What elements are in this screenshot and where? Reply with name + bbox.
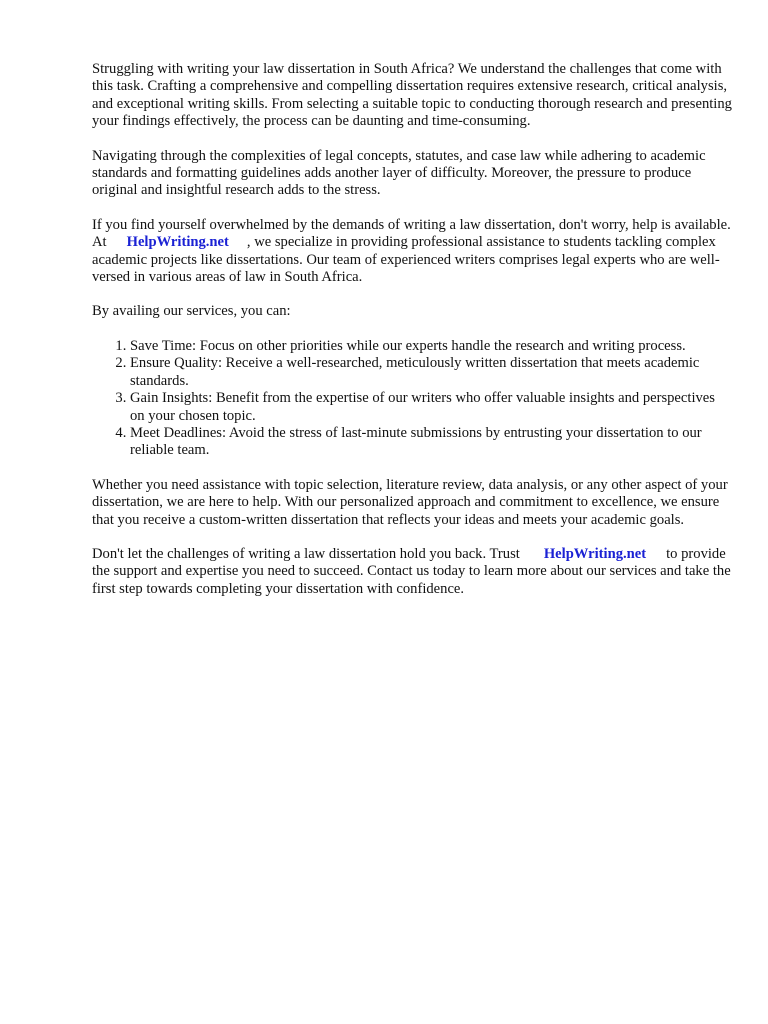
intro-paragraph: Struggling with writing your law dissertation in South Africa? We understand the challenges that come with this task. Crafting a comprehensive and compelling dissertation requires extensive research, critical analysis, and exceptional writing skills. From selecting a suitable topic to conducting thorough research and presenting your findings effectively, the process can be daunting and time-consuming.: [92, 61, 732, 130]
list-item: 2. Ensure Quality: Receive a well-researched, meticulously written dissertation that meets academic standards.: [130, 355, 732, 390]
closing-paragraph-tail: to provide the support and expertise you need to succeed. Contact us today to learn more about our services and take the first step towards completing your dissertation with confidence.: [92, 545, 731, 597]
services-intro: By availing our services, you can:: [92, 303, 291, 320]
complexity-paragraph: Navigating through the complexities of legal concepts, statutes, and case law while adhering to academic standards and formatting guidelines adds another layer of difficulty. Moreover, the pressure to produce original and insightful research adds to the stress.: [92, 147, 706, 199]
benefits-list: [92, 338, 732, 460]
list-item: 4. Meet Deadlines: Avoid the stress of last-minute submissions by entrusting your dissertation to our reliable team.: [130, 425, 732, 460]
list-item: 3. Gain Insights: Benefit from the expertise of our writers who offer valuable insights and perspectives on your chosen topic.: [130, 390, 732, 425]
help-paragraph-lead: If you find yourself overwhelmed by the demands of writing a law dissertation, don't worry, help is available. At: [92, 216, 731, 251]
helpwriting-link-closing[interactable]: HelpWriting.net: [543, 545, 647, 562]
closing-paragraph-lead: Don't let the challenges of writing a law dissertation hold you back. Trust: [92, 545, 520, 562]
helpwriting-link[interactable]: HelpWriting.net: [126, 234, 229, 251]
closing-paragraph: [92, 546, 732, 598]
list-item: 1. Save Time: Focus on other priorities while our experts handle the research and writing process.: [130, 338, 732, 355]
assistance-paragraph: Whether you need assistance with topic selection, literature review, data analysis, or any other aspect of your dissertation, we are here to help. With our personalized approach and commitment to excellence, we ensure that you receive a custom-written dissertation that reflects your ideas and meets your academic goals.: [92, 476, 728, 528]
document-body: [92, 61, 732, 615]
help-paragraph: [92, 217, 732, 287]
help-paragraph-tail: , we specialize in providing professional assistance to students tackling complex academic projects like dissertations. Our team of experienced writers comprises legal experts who are well-versed in various areas of law in South Africa.: [92, 234, 720, 286]
